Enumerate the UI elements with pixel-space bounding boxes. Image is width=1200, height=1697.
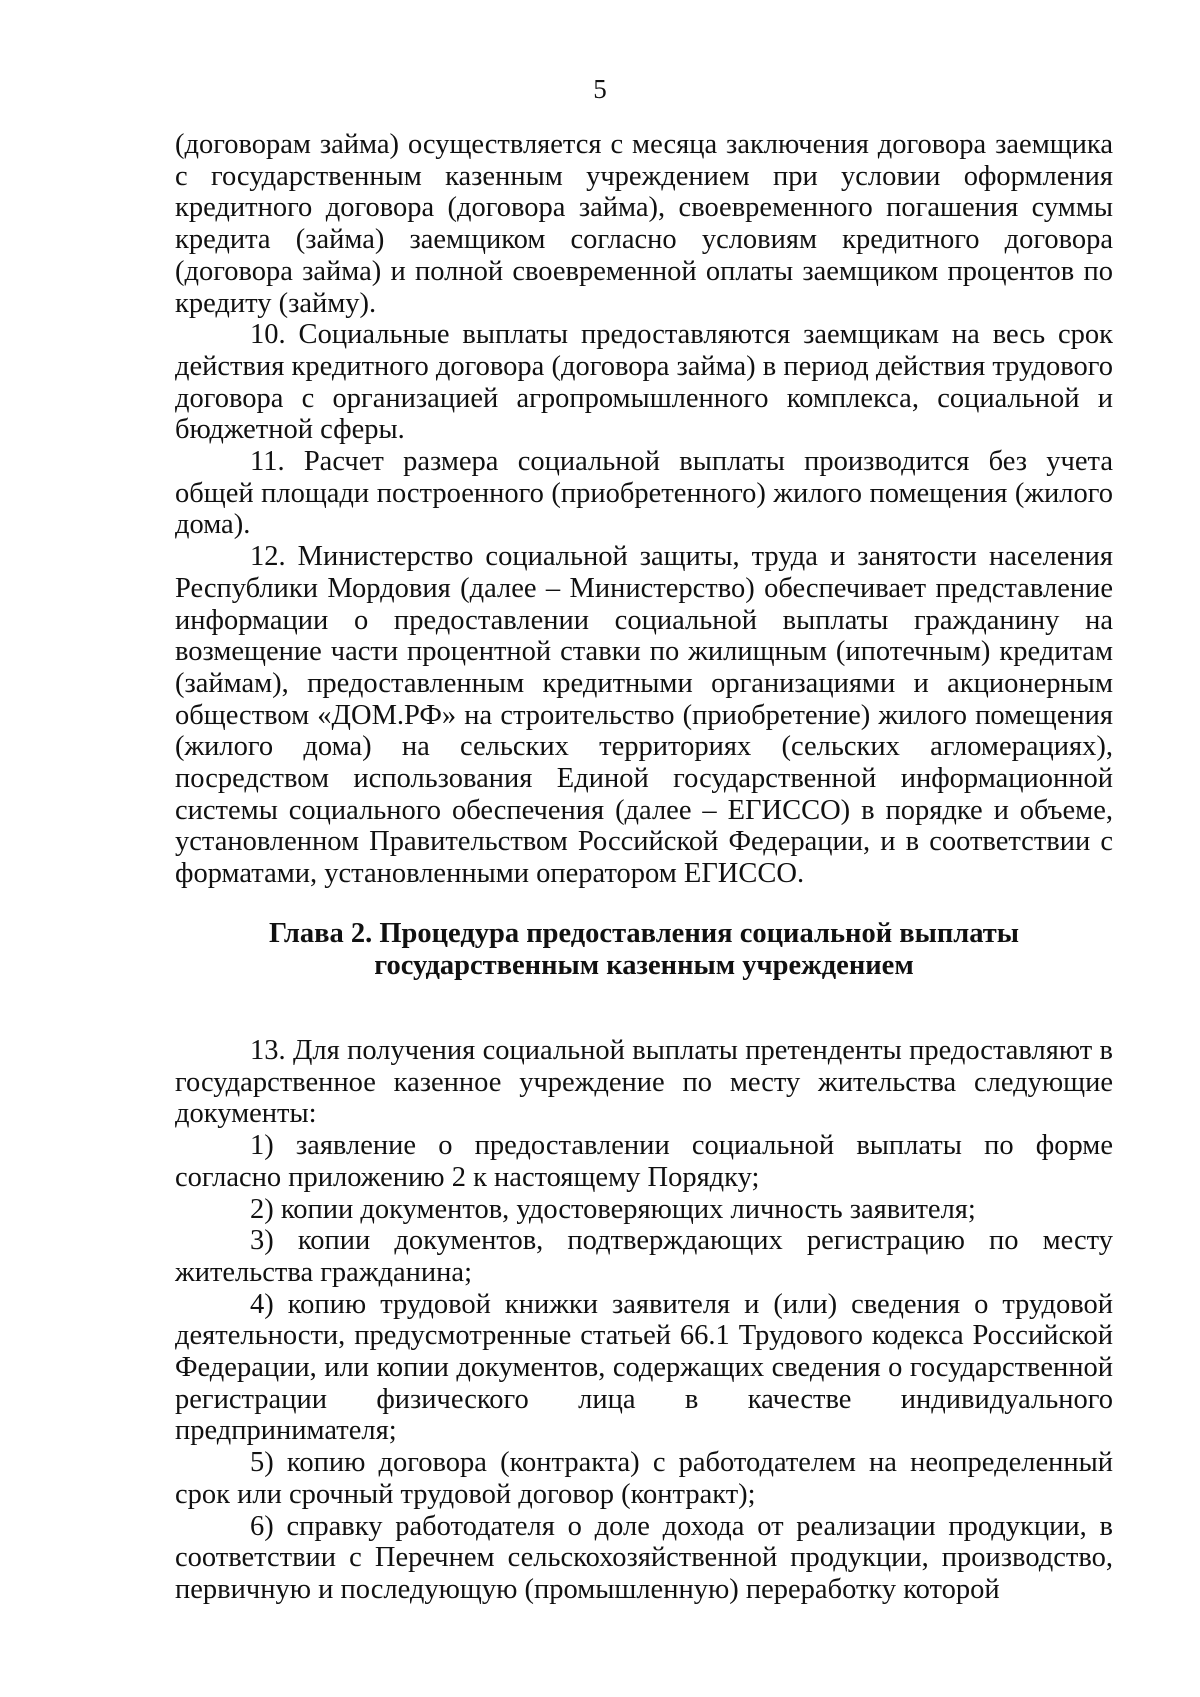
chapter-heading-line-2: государственным казенным учреждением [374,949,914,981]
page-number: 5 [593,74,607,104]
body-text-section-1 [175,129,1113,890]
paragraph-13: 13. Для получения социальной выплаты претенденты предоставляют в государственное казенное учреждение по месту жительства следующие документы: [175,1035,1113,1130]
list-item-3: 3) копии документов, подтверждающих регистрацию по месту жительства гражданина; [175,1225,1113,1288]
list-item-1: 1) заявление о предоставлении социальной выплаты по форме согласно приложению 2 к настоящему Порядку; [175,1130,1113,1193]
paragraph-12: 12. Министерство социальной защиты, труда и занятости населения Республики Мордовия (далее – Министерство) обеспечивает представление информации о предоставлении социальной выплаты гражданину на возмещение части процентной ставки по жилищным (ипотечным) кредитам (займам), предоставленным кредитными организациями и акционерным обществом «ДОМ.РФ» на строительство (приобретение) жилого помещения (жилого дома) на сельских территориях (сельских агломерациях), посредством использования Единой государственной информационной системы социального обеспечения (далее – ЕГИССО) в порядке и объеме, установленном Правительством Российской Федерации, и в соответствии с форматами, установленными оператором ЕГИССО. [175,541,1113,890]
chapter-heading [175,918,1113,981]
paragraph-continuation: (договорам займа) осуществляется с месяца заключения договора заемщика с государственным казенным учреждением при условии оформления кредитного договора (договора займа), своевременного погашения суммы кредита (займа) заемщиком согласно условиям кредитного договора (договора займа) и полной своевременной оплаты заемщиком процентов по кредиту (займу). [175,129,1113,319]
list-item-2: 2) копии документов, удостоверяющих личность заявителя; [250,1193,976,1225]
list-item-5: 5) копию договора (контракта) с работодателем на неопределенный срок или срочный трудовой договор (контракт); [175,1447,1113,1510]
paragraph-11: 11. Расчет размера социальной выплаты производится без учета общей площади построенного (приобретенного) жилого помещения (жилого дома). [175,446,1113,541]
paragraph-10: 10. Социальные выплаты предоставляются заемщикам на весь срок действия кредитного договора (договора займа) в период действия трудового договора с организацией агропромышленного комплекса, социальной и бюджетной сферы. [175,319,1113,446]
body-text-section-2 [175,1035,1113,1606]
list-item-4: 4) копию трудовой книжки заявителя и (или) сведения о трудовой деятельности, предусмотренные статьей 66.1 Трудового кодекса Российской Федерации, или копии документов, содержащих сведения о государственной регистрации физического лица в качестве индивидуального предпринимателя; [175,1288,1113,1447]
list-item-6: 6) справку работодателя о доле дохода от реализации продукции, в соответствии с Перечнем сельскохозяйственной продукции, производство, первичную и последующую (промышленную) переработку которой [175,1510,1113,1605]
chapter-heading-line-1: Глава 2. Процедура предоставления социальной выплаты [268,918,1020,949]
